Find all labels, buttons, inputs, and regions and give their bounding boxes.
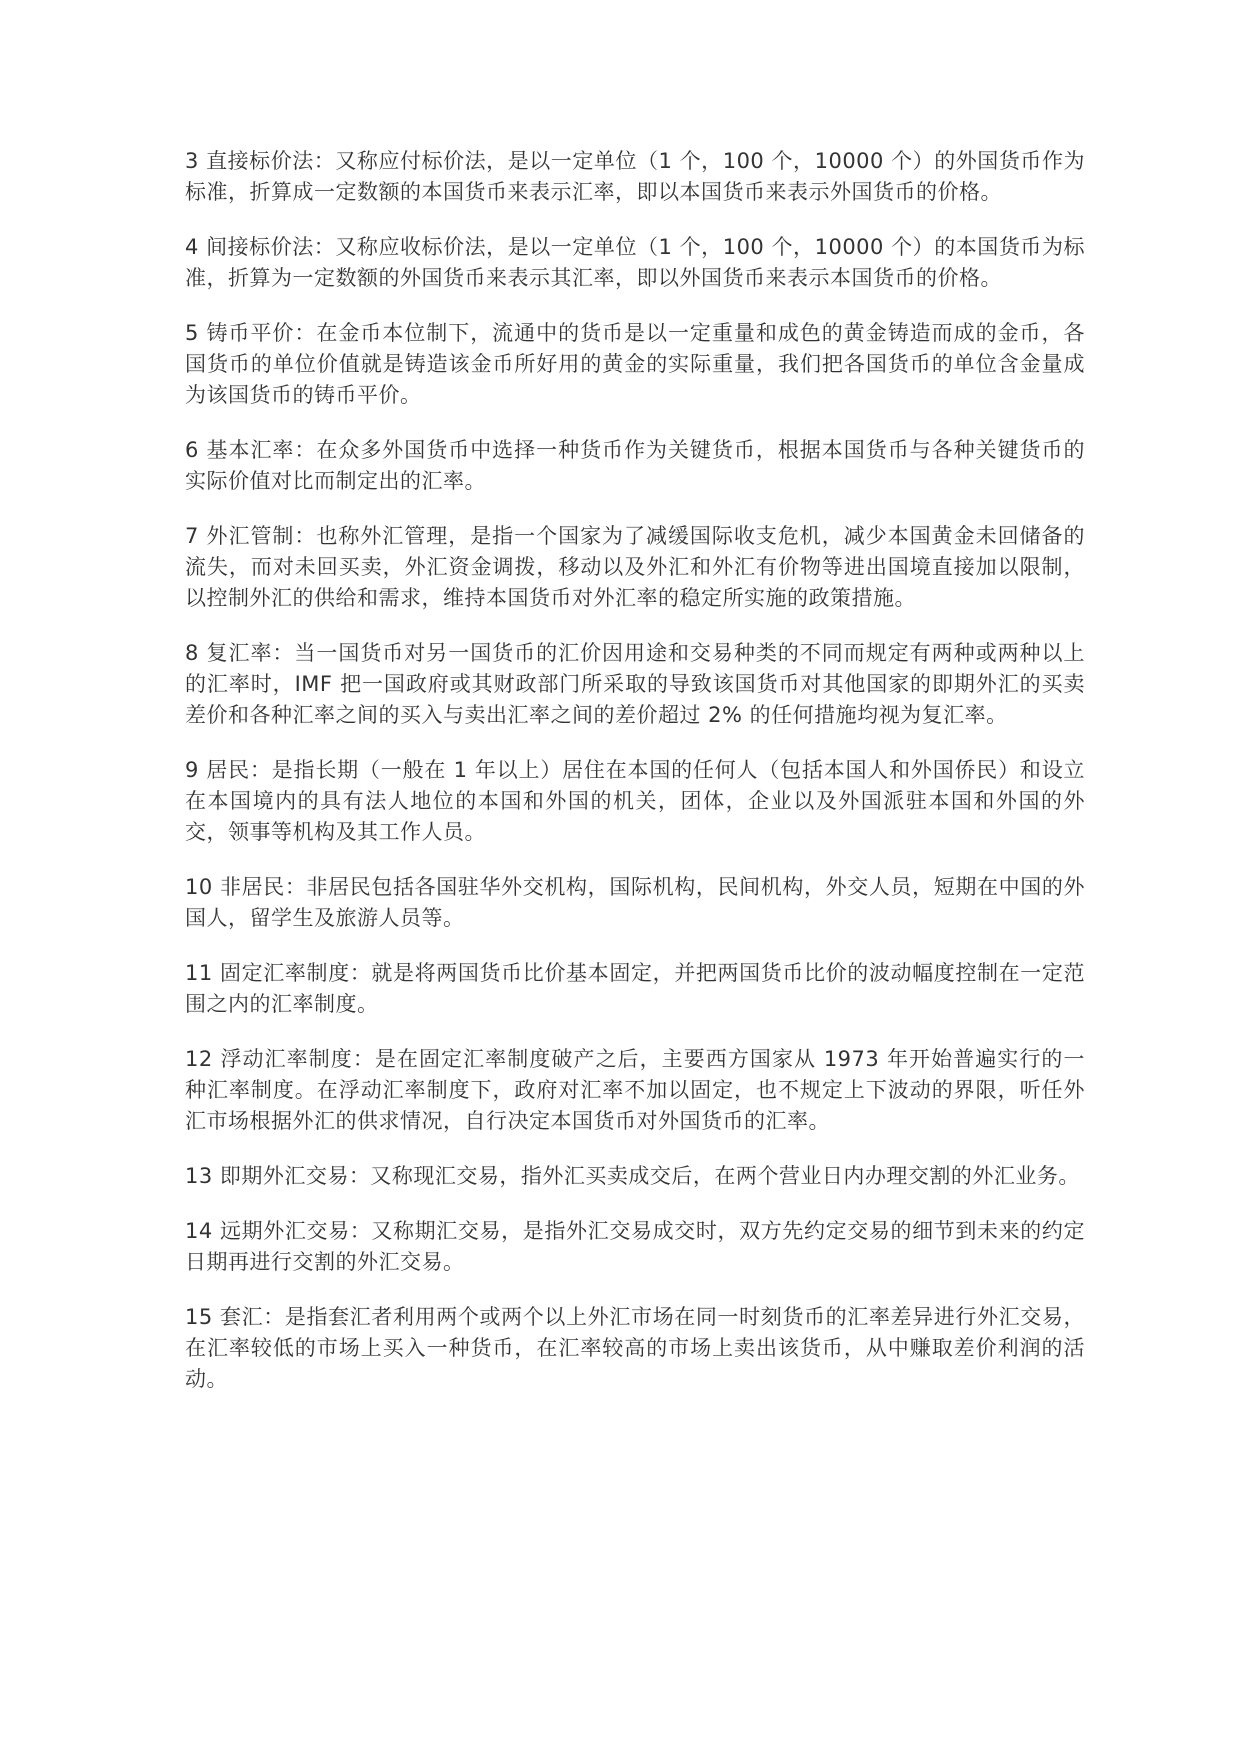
term-entry-5: 5 铸币平价：在金币本位制下，流通中的货币是以一定重量和成色的黄金铸造而成的金币，各国货币的单位价值就是铸造该金币所好用的黄金的实际重量，我们把各国货币的单位含金量成为该国货币的铸币平价。 (185, 321, 1085, 407)
term-entry-11: 11 固定汇率制度：就是将两国货币比价基本固定，并把两国货币比价的波动幅度控制在一定范围之内的汇率制度。 (185, 961, 1085, 1016)
term-entry-3: 3 直接标价法：又称应付标价法，是以一定单位（1 个，100 个，10000 个）的外国货币作为标准，折算成一定数额的本国货币来表示汇率，即以本国货币来表示外国货币的价格。 (185, 149, 1085, 204)
term-entry-6: 6 基本汇率：在众多外国货币中选择一种货币作为关键货币，根据本国货币与各种关键货币的实际价值对比而制定出的汇率。 (185, 438, 1085, 493)
term-entry-9: 9 居民：是指长期（一般在 1 年以上）居住在本国的任何人（包括本国人和外国侨民）和设立在本国境内的具有法人地位的本国和外国的机关，团体，企业以及外国派驻本国和外国的外交，领事等机构及其工作人员。 (185, 758, 1085, 844)
term-entry-12: 12 浮动汇率制度：是在固定汇率制度破产之后，主要西方国家从 1973 年开始普遍实行的一种汇率制度。在浮动汇率制度下，政府对汇率不加以固定，也不规定上下波动的界限，听任外汇市场根据外汇的供求情况，自行决定本国货币对外国货币的汇率。 (185, 1047, 1085, 1133)
term-entry-10: 10 非居民：非居民包括各国驻华外交机构，国际机构，民间机构，外交人员，短期在中国的外国人，留学生及旅游人员等。 (185, 875, 1085, 930)
term-entry-13: 13 即期外汇交易：又称现汇交易，指外汇买卖成交后，在两个营业日内办理交割的外汇业务。 (185, 1164, 1080, 1188)
term-entry-4: 4 间接标价法：又称应收标价法，是以一定单位（1 个，100 个，10000 个）的本国货币为标准，折算为一定数额的外国货币来表示其汇率，即以外国货币来表示本国货币的价格。 (185, 235, 1085, 290)
term-entry-15: 15 套汇：是指套汇者利用两个或两个以上外汇市场在同一时刻货币的汇率差异进行外汇交易，在汇率较低的市场上买入一种货币，在汇率较高的市场上卖出该货币，从中赚取差价利润的活动。 (185, 1305, 1085, 1391)
term-entry-8: 8 复汇率：当一国货币对另一国货币的汇价因用途和交易种类的不同而规定有两种或两种以上的汇率时，IMF 把一国政府或其财政部门所采取的导致该国货币对其他国家的即期外汇的买卖差价和各种汇率之间的买入与卖出汇率之间的差价超过 2% 的任何措施均视为复汇率。 (185, 641, 1085, 727)
term-entry-7: 7 外汇管制：也称外汇管理，是指一个国家为了减缓国际收支危机，减少本国黄金未回储备的流失，而对未回买卖，外汇资金调拨，移动以及外汇和外汇有价物等进出国境直接加以限制，以控制外汇的供给和需求，维持本国货币对外汇率的稳定所实施的政策措施。 (185, 524, 1085, 610)
term-entry-14: 14 远期外汇交易：又称期汇交易，是指外汇交易成交时，双方先约定交易的细节到未来的约定日期再进行交割的外汇交易。 (185, 1219, 1085, 1274)
document-page (185, 146, 1085, 1419)
